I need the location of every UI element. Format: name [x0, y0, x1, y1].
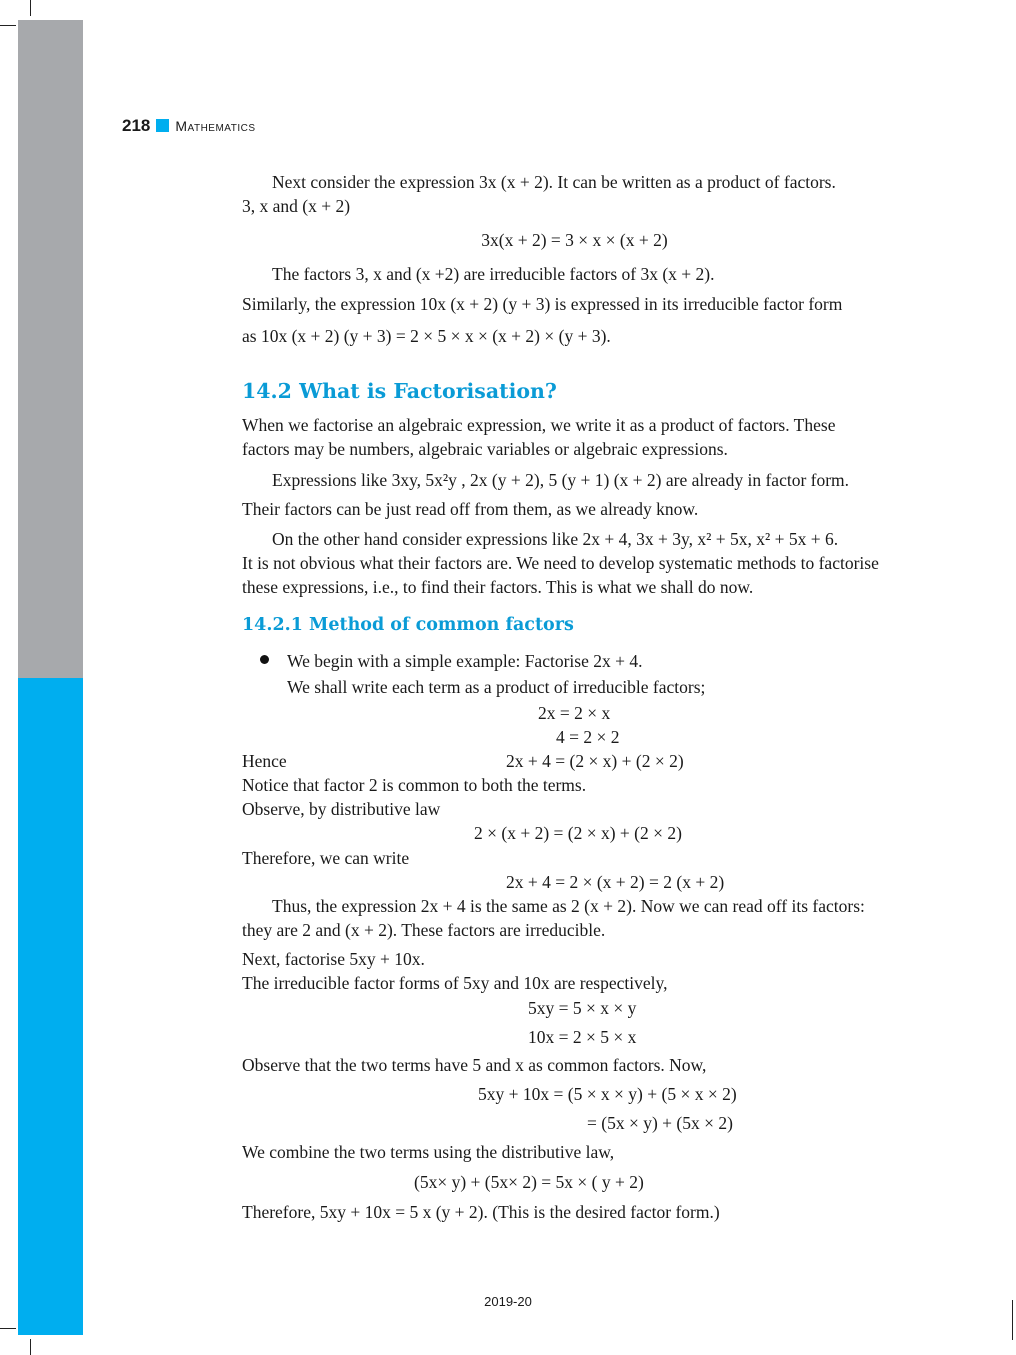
equation: (5x× y) + (5x× 2) = 5x × ( y + 2)	[414, 1172, 644, 1192]
text-line: The factors 3, x and (x +2) are irreducible factors of 3x (x + 2).	[272, 264, 715, 284]
text-line: Similarly, the expression 10x (x + 2) (y + 3) is expressed in its irreducible factor form	[242, 294, 843, 314]
equation: 2x + 4 = 2 × (x + 2) = 2 (x + 2)	[506, 872, 725, 892]
text-line: they are 2 and (x + 2). These factors are irreducible.	[242, 920, 606, 940]
text-line: Thus, the expression 2x + 4 is the same as 2 (x + 2). Now we can read off its factors:	[272, 896, 865, 916]
text-line: Notice that factor 2 is common to both the terms.	[242, 775, 587, 795]
equation: 2x + 4 = (2 × x) + (2 × 2)	[506, 751, 684, 771]
footer-year: 2019-20	[484, 1294, 532, 1309]
text-line: Expressions like 3xy, 5x²y , 2x (y + 2), 5 (y + 1) (x + 2) are already in factor form.	[272, 470, 850, 490]
text-line: We begin with a simple example: Factorise 2x + 4.	[287, 651, 643, 671]
page-number: 218	[122, 116, 151, 135]
crop-mark-top-v	[30, 0, 31, 16]
equation: 4 = 2 × 2	[556, 727, 620, 747]
text-line: We combine the two terms using the distributive law,	[242, 1142, 615, 1162]
crop-mark-bottom-h	[0, 1328, 16, 1329]
text-line: Their factors can be just read off from them, as we already know.	[242, 499, 699, 519]
sidebar-blue-band	[18, 678, 83, 1335]
section-heading: 14.2 What is Factorisation?	[242, 379, 557, 403]
equation: 5xy = 5 × x × y	[528, 998, 637, 1018]
subsection-heading: 14.2.1 Method of common factors	[242, 615, 574, 635]
text-line: as 10x (x + 2) (y + 3) = 2 × 5 × x × (x + 2) × (y + 3).	[242, 326, 611, 346]
equation: 10x = 2 × 5 × x	[528, 1027, 637, 1047]
equation: = (5x × y) + (5x × 2)	[587, 1113, 733, 1133]
text-line: We shall write each term as a product of irreducible factors;	[287, 677, 706, 697]
text-line: Therefore, we can write	[242, 848, 410, 868]
text-line: Hence	[242, 751, 287, 771]
equation: 2x = 2 × x	[538, 703, 611, 723]
equation: 5xy + 10x = (5 × x × y) + (5 × x × 2)	[478, 1084, 737, 1104]
subject-title: Mathematics	[175, 118, 256, 134]
crop-mark-top-h	[0, 25, 16, 26]
text-line: When we factorise an algebraic expression, we write it as a product of factors. These	[242, 415, 836, 435]
text-line: It is not obvious what their factors are. We need to develop systematic methods to factorise	[242, 553, 879, 573]
text-line: factors may be numbers, algebraic variables or algebraic expressions.	[242, 439, 728, 459]
text-line: The irreducible factor forms of 5xy and 10x are respectively,	[242, 973, 668, 993]
text-line: Next, factorise 5xy + 10x.	[242, 949, 425, 969]
text-line: these expressions, i.e., to find their factors. This is what we shall do now.	[242, 577, 754, 597]
text-line: Observe that the two terms have 5 and x as common factors. Now,	[242, 1055, 707, 1075]
sidebar-grey-band	[18, 20, 83, 678]
equation: 3x(x + 2) = 3 × x × (x + 2)	[481, 230, 668, 250]
page-header	[122, 116, 256, 136]
text-line: Next consider the expression 3x (x + 2). It can be written as a product of factors.	[272, 172, 836, 192]
text-line: Observe, by distributive law	[242, 799, 441, 819]
text-line: On the other hand consider expressions like 2x + 4, 3x + 3y, x² + 5x, x² + 5x + 6.	[272, 529, 839, 549]
text-line: Therefore, 5xy + 10x = 5 x (y + 2). (This is the desired factor form.)	[242, 1202, 720, 1222]
text-line: 3, x and (x + 2)	[242, 196, 351, 216]
header-square-icon	[156, 119, 169, 132]
crop-mark-bottom-v	[30, 1339, 31, 1355]
bullet-icon	[260, 655, 269, 664]
equation: 2 × (x + 2) = (2 × x) + (2 × 2)	[474, 823, 682, 843]
